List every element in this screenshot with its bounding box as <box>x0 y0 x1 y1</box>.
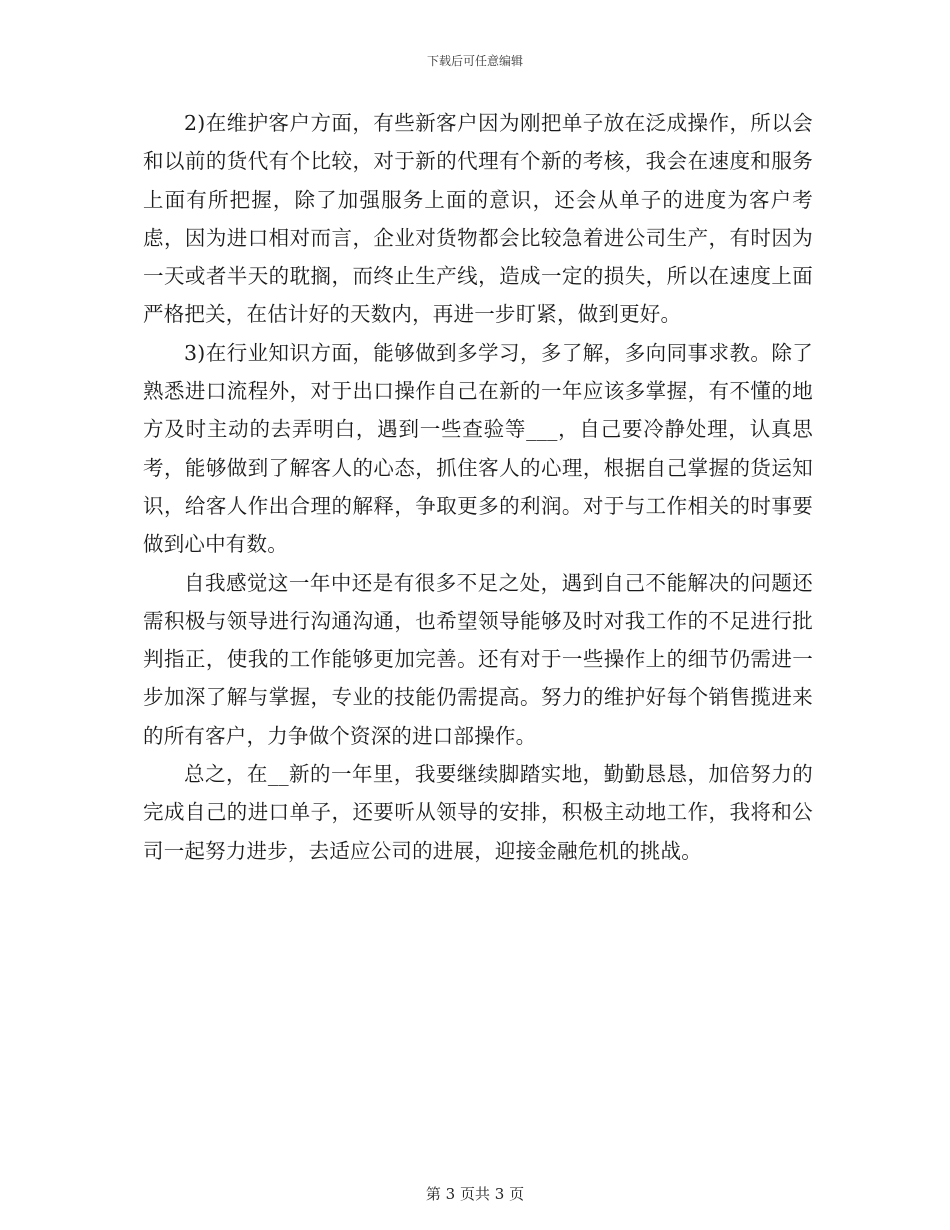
paragraph-maintain-clients: 2)在维护客户方面，有些新客户因为刚把单子放在泛成操作，所以会和以前的货代有个比较，对于新的代理有个新的考核，我会在速度和服务上面有所把握，除了加强服务上面的意识，还会从单子的进度为客户考虑，因为进口相对而言，企业对货物都会比较急着进公司生产，有时因为一天或者半天的耽搁，而终止生产线，造成一定的损失，所以在速度上面严格把关，在估计好的天数内，再进一步盯紧，做到更好。 <box>143 111 813 327</box>
page-footer: 第 3 页共 3 页 <box>425 1185 525 1203</box>
page-header: 下载后可任意编辑 <box>426 54 523 68</box>
paragraph-self-assessment: 自我感觉这一年中还是有很多不足之处，遇到自己不能解决的问题还需积极与领导进行沟通沟通，也希望领导能够及时对我工作的不足进行批判指正，使我的工作能够更加完善。还有对于一些操作上的细节仍需进一步加深了解与掌握，专业的技能仍需提高。努力的维护好每个销售揽进来的所有客户，力争做个资深的进口部操作。 <box>143 570 813 748</box>
paragraph-conclusion: 总之，在__新的一年里，我要继续脚踏实地，勤勤恳恳，加倍努力的完成自己的进口单子，还要听从领导的安排，积极主动地工作，我将和公司一起努力进步，去适应公司的进展，迎接金融危机的挑战。 <box>143 762 813 863</box>
document-body <box>143 104 813 870</box>
paragraph-industry-knowledge: 3)在行业知识方面，能够做到多学习，多了解，多向同事求教。除了熟悉进口流程外，对于出口操作自己在新的一年应该多掌握，有不懂的地方及时主动的去弄明白，遇到一些查验等___，自己要冷静处理，认真思考，能够做到了解客人的心态，抓住客人的心理，根据自己掌握的货运知识，给客人作出合理的解释，争取更多的利润。对于与工作相关的时事要做到心中有数。 <box>143 340 813 557</box>
